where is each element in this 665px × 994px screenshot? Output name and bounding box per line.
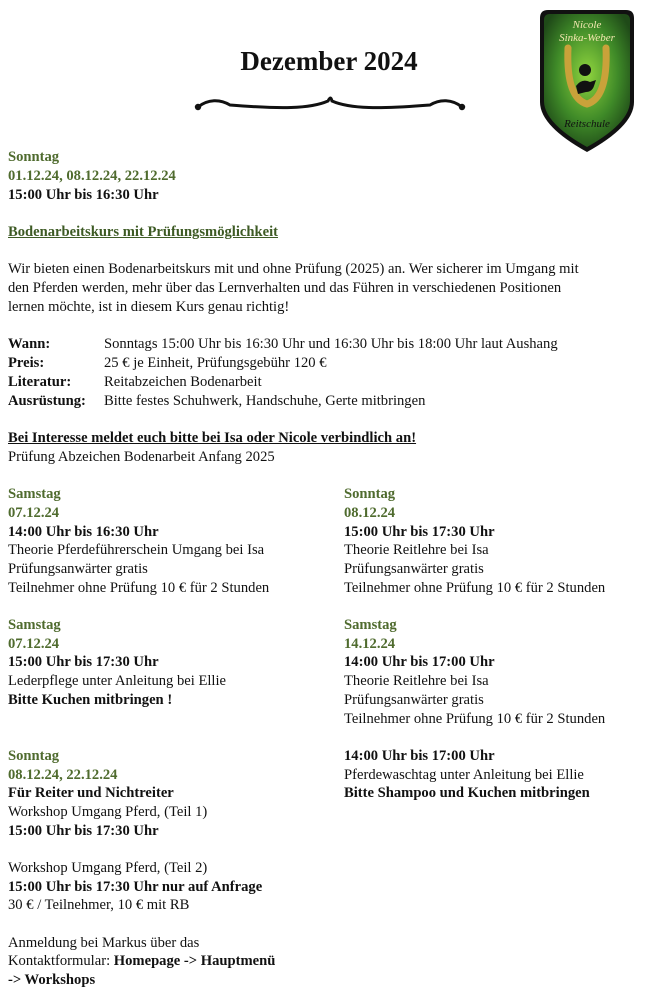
l3-date: 08.12.24, 22.12.24 — [8, 767, 118, 783]
l1-date: 07.12.24 — [8, 505, 60, 521]
r2-time: 14:00 Uhr bis 17:00 Uhr — [344, 654, 495, 670]
detail-label: Preis: — [8, 355, 45, 371]
r3-note: Bitte Shampoo und Kuchen mitbringen — [344, 785, 590, 801]
logo-reitschule: Reitschule — [564, 118, 610, 130]
course-time: 15:00 Uhr bis 16:30 Uhr — [8, 187, 159, 203]
l3-line2: Workshop Umgang Pferd, (Teil 2) — [8, 860, 208, 876]
detail-ausruestung — [8, 392, 425, 411]
course-cta: Bei Interesse meldet euch bitte bei Isa oder Nicole verbindlich an! — [8, 430, 417, 446]
detail-value: 25 € je Einheit, Prüfungsgebühr 120 € — [104, 355, 327, 371]
l1-line3: Teilnehmer ohne Prüfung 10 € für 2 Stunden — [8, 580, 270, 596]
r2-line2: Prüfungsanwärter gratis — [344, 692, 484, 708]
course-desc-2: den Pferden werden, mehr über das Lernverhalten und das Führen in verschiedenen Positionen — [8, 280, 562, 296]
detail-preis — [8, 354, 327, 373]
detail-value: Reitabzeichen Bodenarbeit — [104, 374, 262, 390]
r1-line1: Theorie Reitlehre bei Isa — [344, 542, 489, 558]
l3-day: Sonntag — [8, 748, 60, 764]
r1-line3: Teilnehmer ohne Prüfung 10 € für 2 Stunden — [344, 580, 606, 596]
detail-literatur — [8, 373, 262, 392]
r2-date: 14.12.24 — [344, 636, 396, 652]
l3-reg1: Anmeldung bei Markus über das — [8, 935, 200, 951]
r1-time: 15:00 Uhr bis 17:30 Uhr — [344, 524, 495, 540]
page-title: Dezember 2024 — [240, 46, 418, 76]
r1-day: Sonntag — [344, 486, 396, 502]
course-dates: 01.12.24, 08.12.24, 22.12.24 — [8, 168, 176, 184]
l3-line1: Workshop Umgang Pferd, (Teil 1) — [8, 804, 208, 820]
l2-date: 07.12.24 — [8, 636, 60, 652]
course-day: Sonntag — [8, 149, 60, 165]
detail-wann — [8, 335, 558, 354]
school-logo — [538, 6, 636, 154]
l3-time1: 15:00 Uhr bis 17:30 Uhr — [8, 823, 159, 839]
detail-label: Literatur: — [8, 374, 72, 390]
l1-line1: Theorie Pferdeführerschein Umgang bei Isa — [8, 542, 265, 558]
l1-line2: Prüfungsanwärter gratis — [8, 561, 148, 577]
l2-line1: Lederpflege unter Anleitung bei Ellie — [8, 673, 227, 689]
course-heading: Bodenarbeitskurs mit Prüfungsmöglichkeit — [8, 224, 278, 240]
logo-name-2: Sinka-Weber — [559, 32, 615, 44]
r2-day: Samstag — [344, 617, 397, 633]
detail-value: Bitte festes Schuhwerk, Handschuhe, Gerte mitbringen — [104, 393, 426, 409]
l2-time: 15:00 Uhr bis 17:30 Uhr — [8, 654, 159, 670]
l3-sub: Für Reiter und Nichtreiter — [8, 785, 174, 801]
r1-date: 08.12.24 — [344, 505, 396, 521]
l2-day: Samstag — [8, 617, 61, 633]
r2-line1: Theorie Reitlehre bei Isa — [344, 673, 489, 689]
detail-label: Ausrüstung: — [8, 393, 86, 409]
l1-time: 14:00 Uhr bis 16:30 Uhr — [8, 524, 159, 540]
detail-value: Sonntags 15:00 Uhr bis 16:30 Uhr und 16:30 Uhr bis 18:00 Uhr laut Aushang — [104, 336, 558, 352]
r3-line1: Pferdewaschtag unter Anleitung bei Ellie — [344, 767, 584, 783]
l3-reg2-text: Kontaktformular: — [8, 953, 114, 969]
course-desc-3: lernen möchte, ist in diesem Kurs genau richtig! — [8, 299, 290, 315]
r1-line2: Prüfungsanwärter gratis — [344, 561, 484, 577]
l3-reg2-path: Homepage -> Hauptmenü — [113, 953, 276, 969]
l2-note: Bitte Kuchen mitbringen ! — [8, 692, 173, 708]
l3-price: 30 € / Teilnehmer, 10 € mit RB — [8, 897, 190, 913]
r2-line3: Teilnehmer ohne Prüfung 10 € für 2 Stunden — [344, 711, 606, 727]
l3-reg3: -> Workshops — [8, 972, 96, 988]
l3-time2: 15:00 Uhr bis 17:30 Uhr nur auf Anfrage — [8, 879, 263, 895]
l1-day: Samstag — [8, 486, 61, 502]
l3-reg2 — [8, 952, 275, 971]
flourish-divider — [190, 93, 470, 117]
r3-time: 14:00 Uhr bis 17:00 Uhr — [344, 748, 495, 764]
detail-label: Wann: — [8, 336, 51, 352]
course-desc-1: Wir bieten einen Bodenarbeitskurs mit und ohne Prüfung (2025) an. Wer sicherer im Umgang mit — [8, 261, 579, 277]
course-exam: Prüfung Abzeichen Bodenarbeit Anfang 2025 — [8, 449, 275, 465]
logo-name-1: Nicole — [572, 19, 602, 31]
